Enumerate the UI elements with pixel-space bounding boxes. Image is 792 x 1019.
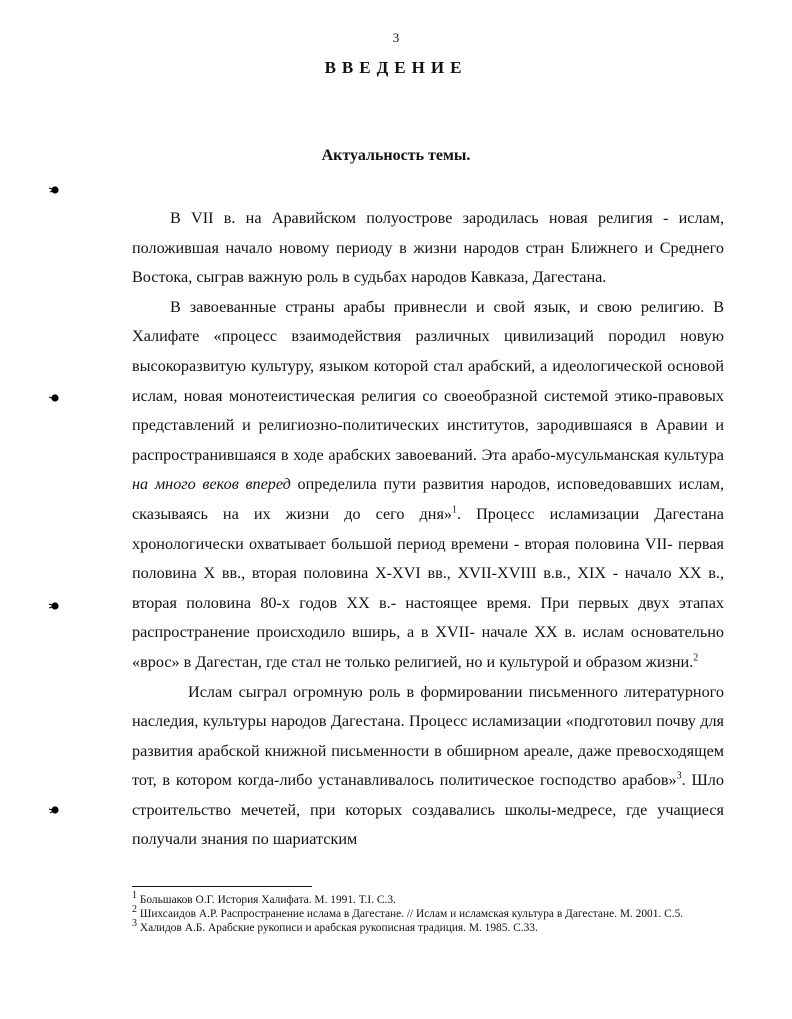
footnote-mark: 2 [132,904,137,916]
section-heading: Актуальность темы. [321,147,471,164]
punch-hole-mark-icon [48,803,60,815]
footnote-mark: 3 [132,918,137,930]
footnote-text: Халидов А.Б. Арабские рукописи и арабская рукописная традиция. М. 1985. С.33. [137,922,538,934]
body-paragraph [132,678,724,856]
footnote [132,904,724,921]
paragraph-text: В VII в. на Аравийском полуострове зародилась новая религия - ислам, положившая начало новому периоду в жизни народов стран Ближнего и Среднего Востока, сыграв важную роль в судьбах народов Кавказа, Дагестана. [132,209,724,287]
page-number: 3 [392,30,400,45]
punch-hole-mark-icon [48,183,60,195]
paragraph-text: . Шло строительство мечетей, при которых создавались школы-медресе, где учащиеся получали знания по шариатским [132,771,724,849]
paragraph-text: В завоеванные страны арабы привнесли и свой язык, и свою религию. В Халифате «процесс взаимодействия различных цивилизаций породил новую высокоразвитую культуру, языком которой стал арабский, а идеологической основой ислам, новая монотеистическая религия со своеобразной системой этико-правовых представлений и религиозно-политических институтов, зародившаяся в Аравии и распространившаяся в ходе арабских завоеваний. Эта арабо-мусульманская культура [132,297,724,464]
footnote-mark: 1 [132,890,137,902]
body-text [132,204,724,855]
footnotes [132,890,724,935]
paragraph-text: Ислам сыграл огромную роль в формировании письменного литературного наследия, культуры народов Дагестана. Процесс исламизации «подготовил почву для развития арабской книжной письменности в обширном ареале, даже превосходящем тот, в котором когда-либо устанавливалось политическое господство арабов» [132,682,724,790]
footnote-reference: 1 [451,504,457,516]
body-paragraph [132,204,724,293]
emphasized-text: на много веков вперед [132,475,291,494]
footnote-text: Большаков О.Г. История Халифата. М. 1991. Т.I. С.3. [137,894,396,906]
footnote [132,918,724,935]
footnote-reference: 2 [693,652,699,664]
footnote-separator [132,886,312,887]
document-title: ВВЕДЕНИЕ [324,58,468,77]
footnote [132,890,724,907]
footnote-text: Шихсаидов А.Р. Распространение ислама в Дагестане. // Ислам и исламская культура в Дагестане. М. 2001. С.5. [137,908,684,920]
body-paragraph [132,293,724,678]
punch-hole-mark-icon [48,599,60,611]
footnote-reference: 3 [676,770,682,782]
punch-hole-mark-icon [48,391,60,403]
paragraph-text: . Процесс исламизации Дагестана хронологически охватывает большой период времени - вторая половина VII- первая половина X вв., вторая половина X-XVI вв., XVII-XVIII в.в., XIX - начало XX в., вторая половина 80-х годов XX в.- настоящее время. При первых двух этапах распространение происходило вширь, а в XVII- начале XX в. ислам основательно «врос» в Дагестан, где стал не только религией, но и культурой и образом жизни. [132,504,724,671]
paragraph-text: определила пути развития народов, исповедовавших ислам, сказываясь на их жизни до сего дня» [132,475,724,523]
